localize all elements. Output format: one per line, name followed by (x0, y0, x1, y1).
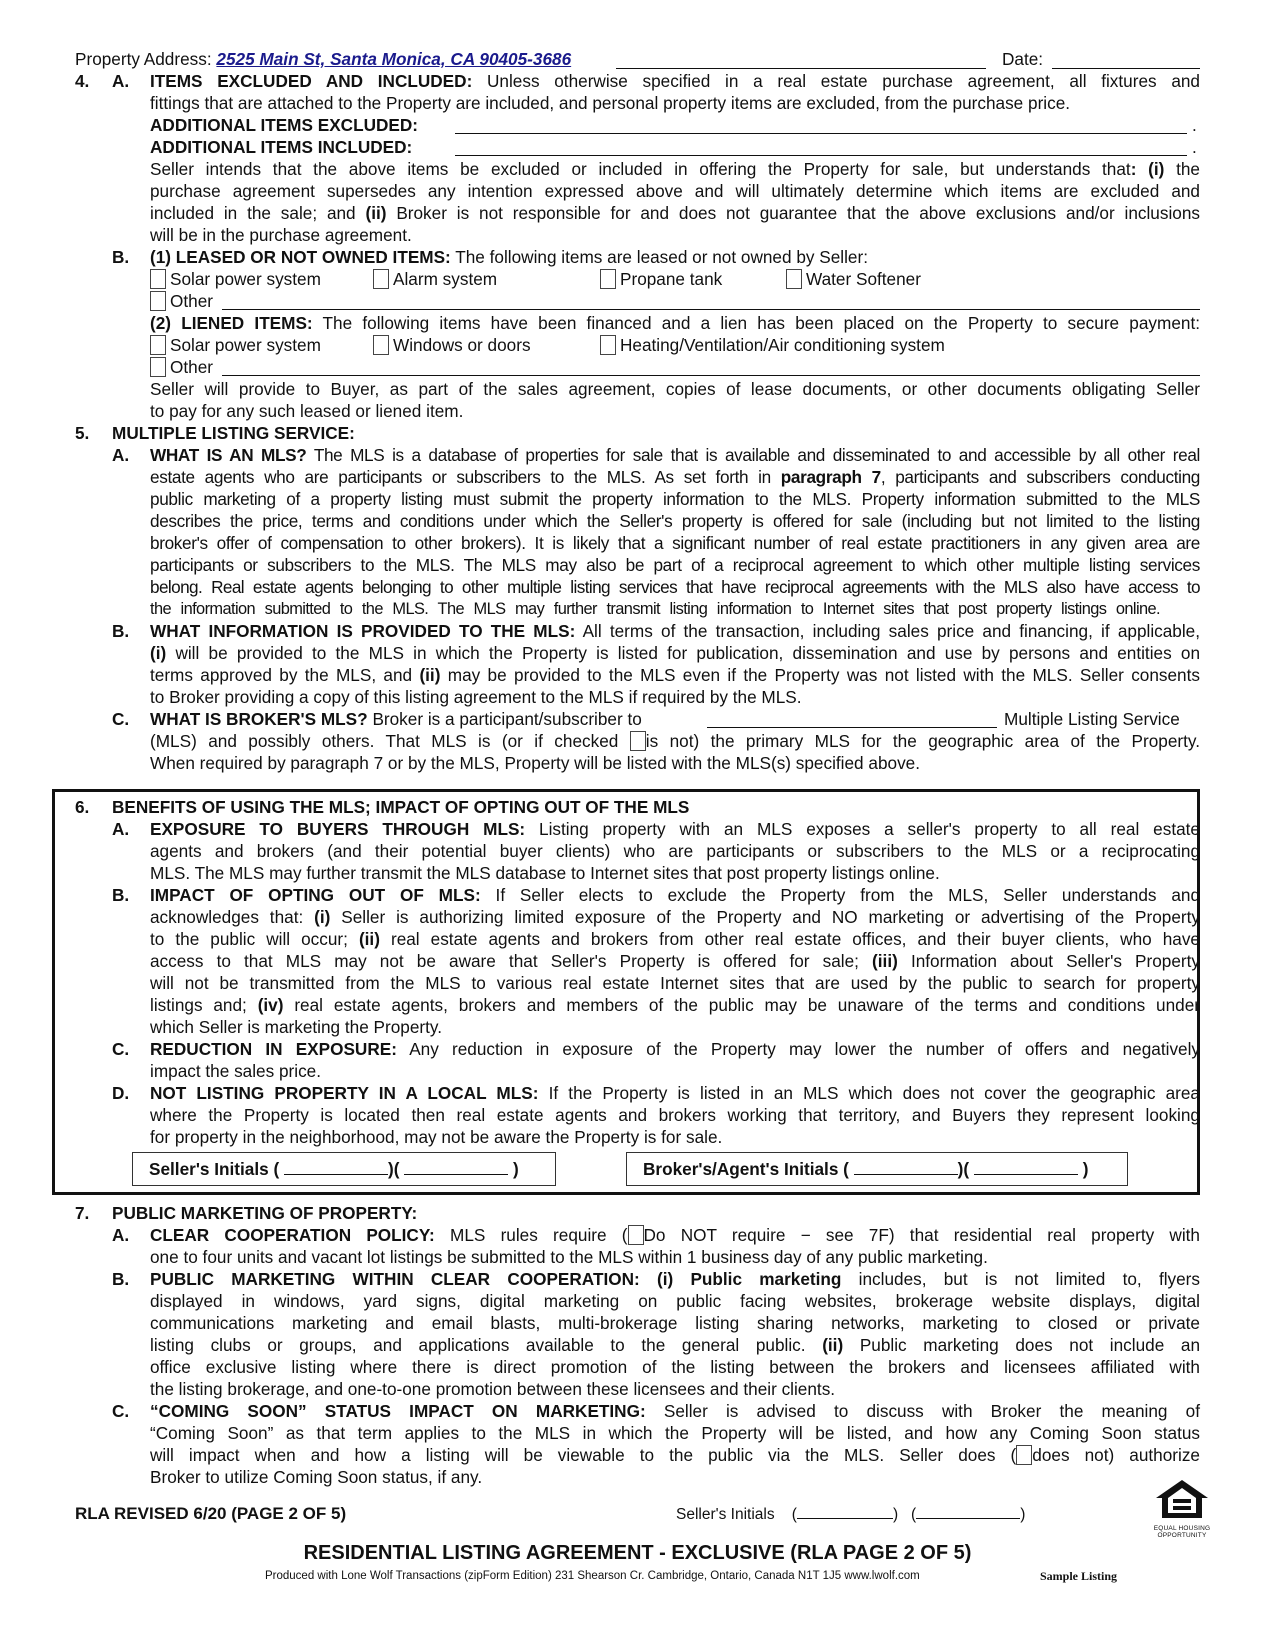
leased-propane-checkbox[interactable] (600, 269, 616, 289)
text: All terms of the transaction, including sales price and financing, if applicable, (582, 621, 1200, 641)
section-4a-text: Unless otherwise specified in a real estate purchase agreement, all fixtures and (487, 71, 1200, 91)
excluded-period: . (1192, 115, 1197, 135)
label: Propane tank (620, 269, 723, 289)
roman-ii: (ii) (358, 929, 380, 949)
section-5-title: MULTIPLE LISTING SERVICE: (112, 423, 355, 443)
section-6b-l2 (150, 906, 1200, 928)
text: If Seller elects to exclude the Property from the MLS, Seller understands and (495, 885, 1200, 905)
property-address-underline (616, 68, 986, 69)
excluded-label: ADDITIONAL ITEMS EXCLUDED: (150, 115, 419, 135)
text: the (1176, 159, 1200, 179)
roman-i: (i) (150, 643, 167, 663)
section-7a-letter: A. (112, 1225, 130, 1245)
section-6c-letter: C. (112, 1039, 130, 1059)
leased-title: (1) LEASED OR NOT OWNED ITEMS: (150, 247, 451, 267)
section-5b-l2 (150, 642, 1200, 664)
equal-housing-icon (1154, 1478, 1210, 1520)
section-7c-letter: C. (112, 1401, 130, 1421)
section-6a-letter: A. (112, 819, 130, 839)
footer-seller-initials: Seller's Initials ( ) ( ) (676, 1506, 1026, 1523)
text: listing clubs or groups, and applications available to the general public. (150, 1335, 806, 1355)
property-address-row (75, 48, 571, 70)
section-6d-title: NOT LISTING PROPERTY IN A LOCAL MLS: (150, 1083, 539, 1103)
section-4a-letter: A. (112, 71, 130, 91)
broker-initials-label: Broker's/Agent's Initials ( (643, 1159, 849, 1179)
broker-initials-field-1[interactable] (854, 1174, 958, 1175)
liened-text: The following items have been financed and a lien has been placed on the Property to secure payment: (322, 313, 1200, 333)
text: real estate agents, brokers and members of the public may be unaware of the terms and conditions under (294, 995, 1200, 1015)
section-5a-l5: broker's offer of compensation to other brokers). It is likely that a significant number of real estate practitioners in any given area are (150, 533, 1200, 553)
text: Seller is authorizing limited exposure of the Property and NO marketing or advertising of the Property (341, 907, 1200, 927)
leased-item-3[interactable] (786, 268, 921, 290)
paren: ) (1082, 1159, 1089, 1179)
leased-other-field[interactable] (222, 309, 1200, 310)
leased-item-1[interactable] (373, 268, 497, 290)
broker-initials-box (626, 1152, 1128, 1186)
section-7b-l3: communications marketing and email blasts, multi-brokerage listing sharing networks, marketing to closed or private (150, 1313, 1200, 1333)
section-5b-title: WHAT INFORMATION IS PROVIDED TO THE MLS: (150, 621, 576, 641)
section-6b-l1 (150, 884, 1200, 906)
roman-ii: (ii) (365, 203, 387, 223)
section-5b-l4: to Broker providing a copy of this listing agreement to the MLS if required by the MLS. (150, 687, 802, 707)
text: may be provided to the MLS even if the Property was not listed with the MLS. Seller consents (447, 665, 1200, 685)
section-6d-l1 (150, 1082, 1200, 1104)
liened-item-1[interactable] (373, 334, 531, 356)
section-7-number: 7. (75, 1203, 90, 1223)
section-4a-line2: fittings that are attached to the Property are included, and personal property items are excluded, from the purchase price. (150, 93, 1071, 113)
included-period: . (1192, 137, 1197, 157)
liened-other[interactable] (150, 356, 213, 378)
leased-solar-checkbox[interactable] (150, 269, 166, 289)
footer-seller-initials-label: Seller's Initials (676, 1506, 775, 1523)
section-5c-l3: When required by paragraph 7 or by the MLS, Property will be listed with the MLS(s) specified above. (150, 753, 920, 773)
section-4a-para-l2: purchase agreement supersedes any intention expressed above and will ultimately determine which items are excluded and (150, 181, 1200, 201)
liened-item-2[interactable] (600, 334, 945, 356)
seller-initials-box (132, 1152, 556, 1186)
section-6b-l7: which Seller is marketing the Property. (150, 1017, 442, 1037)
label: Other (170, 357, 213, 377)
section-7c-l2: “Coming Soon” as that term applies to the MLS in which the Property will be listed, and how any Coming Soon status (150, 1423, 1200, 1443)
section-7c-l4: Broker to utilize Coming Soon status, if any. (150, 1467, 483, 1487)
seller-initials-label: Seller's Initials ( (149, 1159, 280, 1179)
section-7a-l1 (150, 1224, 1200, 1246)
text: will be provided to the MLS in which the Property is listed for publication, dissemination and use by persons and entities on (175, 643, 1200, 663)
text: Do NOT require − see 7F) that residential real property with (643, 1225, 1200, 1245)
section-5a-l8: the information submitted to the MLS. The MLS may further transmit listing information to Internet sites that post property listings online. (150, 600, 1160, 618)
text: will impact when and how a listing will be viewable to the public via the MLS. Seller does ( (150, 1445, 1017, 1465)
section-5a-l4: describes the price, terms and conditions under which the Seller's property is offered for sale (including but not limited to the listing (150, 511, 1200, 531)
section-6b-l3 (150, 928, 1200, 950)
section-4a-para-l3 (150, 202, 1200, 224)
text: does not) authorize (1032, 1445, 1200, 1465)
date-field[interactable] (1052, 68, 1200, 69)
leased-text: The following items are leased or not owned by Seller: (455, 247, 868, 267)
text: The MLS is a database of properties for sale that is available and disseminated to and accessible by all other real (313, 445, 1200, 465)
section-5c-mls-label: Multiple Listing Service (1004, 709, 1180, 729)
leased-alarm-checkbox[interactable] (373, 269, 389, 289)
eho-line2: OPPORTUNITY (1157, 1532, 1207, 1539)
label: Water Softener (806, 269, 921, 289)
leased-other-checkbox[interactable] (150, 291, 166, 311)
text: Seller intends that the above items be excluded or included in offering the Property for sale, but understands that (150, 159, 1131, 179)
section-6-number: 6. (75, 797, 90, 817)
leased-water-softener-checkbox[interactable] (786, 269, 802, 289)
leased-heading (150, 246, 868, 268)
section-6d-letter: D. (112, 1083, 130, 1103)
included-field[interactable] (455, 155, 1187, 156)
footer-seller-initials-field-2[interactable] (916, 1518, 1020, 1519)
liened-other-field[interactable] (222, 375, 1200, 376)
section-7a-title: CLEAR COOPERATION POLICY: (150, 1225, 435, 1245)
eho-line1: EQUAL HOUSING (1153, 1525, 1211, 1532)
equal-housing-logo (1152, 1478, 1212, 1539)
section-4b-letter: B. (112, 247, 130, 267)
label: Solar power system (170, 335, 321, 355)
section-6a-title: EXPOSURE TO BUYERS THROUGH MLS: (150, 819, 526, 839)
text: Broker is not responsible for and does not guarantee that the above exclusions and/or inclusions (396, 203, 1200, 223)
paren: )( (387, 1159, 400, 1179)
section-5-number: 5. (75, 423, 90, 443)
section-5a-l6: participants or subscribers to the MLS. The MLS may also be part of a reciprocal agreement to which other multiple listing services (150, 555, 1200, 575)
seller-initials-field-1[interactable] (284, 1174, 388, 1175)
property-address-value[interactable]: 2525 Main St, Santa Monica, CA 90405-3686 (216, 49, 572, 69)
excluded-field[interactable] (455, 133, 1187, 134)
property-address-label: Property Address: (75, 49, 212, 69)
date-label: Date: (1002, 49, 1044, 69)
section-5b-l1 (150, 620, 1200, 642)
label: Windows or doors (393, 335, 531, 355)
section-5a-l3: public marketing of a property listing must submit the property information to the MLS. Property information submitted to the MLS (150, 489, 1200, 509)
section-5c-title: WHAT IS BROKER'S MLS? (150, 709, 368, 729)
roman-ii: (ii) (419, 665, 441, 685)
text: is not) the primary MLS for the geographic area of the Property. (645, 731, 1200, 751)
label: Solar power system (170, 269, 321, 289)
section-6b-l5: will not be transmitted from the MLS to various real estate Internet sites that are used by the public to search for property (150, 973, 1200, 993)
liened-item-0[interactable] (150, 334, 321, 356)
text: Broker is a participant/subscriber to (372, 709, 642, 729)
section-6b-title: IMPACT OF OPTING OUT OF MLS: (150, 885, 481, 905)
section-6d-l3: for property in the neighborhood, may not be aware the Property is for sale. (150, 1127, 723, 1147)
liened-other-checkbox[interactable] (150, 357, 166, 377)
form-revision: RLA REVISED 6/20 (PAGE 2 OF 5) (75, 1504, 347, 1523)
section-4a-title: ITEMS EXCLUDED AND INCLUDED: (150, 71, 473, 91)
section-6b-l4 (150, 950, 1200, 972)
roman-iii: (iii) (872, 951, 898, 971)
section-5a-l1 (150, 444, 1200, 466)
section-7b-l6: the listing brokerage, and one-to-one promotion between these licensees and their clients. (150, 1379, 836, 1399)
primary-mls-checkbox[interactable] (630, 731, 646, 751)
roman-i: (i) (314, 907, 331, 927)
public-marketing-term: (i) Public marketing (656, 1269, 842, 1289)
paren: )( (957, 1159, 970, 1179)
text: estate agents who are participants or subscribers to the MLS. As set forth in (150, 467, 771, 487)
section-4a-line1 (150, 70, 1200, 92)
text: Information about Seller's Property (910, 951, 1200, 971)
text: real estate agents and brokers from other real estate offices, and their buyer clients, who have (390, 929, 1200, 949)
section-5b-letter: B. (112, 621, 130, 641)
section-4a-para-l1 (150, 158, 1200, 180)
text: included in the sale; and (150, 203, 356, 223)
text: (MLS) and possibly others. That MLS is (or if checked (150, 731, 619, 751)
section-4b-para-l1: Seller will provide to Buyer, as part of the sales agreement, copies of lease documents, or other documents obligating Seller (150, 379, 1200, 399)
section-4a-para-l4: will be in the purchase agreement. (150, 225, 412, 245)
section-4b-para-l2: to pay for any such leased or liened item. (150, 401, 464, 421)
text: terms approved by the MLS, and (150, 665, 413, 685)
produced-by: Produced with Lone Wolf Transactions (zipForm Edition) 231 Shearson Cr. Cambridge, Ontario, Canada N1T 1J5 www.lwolf.com (265, 1570, 920, 1582)
roman-iv: (iv) (257, 995, 284, 1015)
section-6c-l1 (150, 1038, 1200, 1060)
section-5c-l2 (150, 730, 1200, 752)
section-5c-letter: C. (112, 709, 130, 729)
paren: ) (512, 1159, 519, 1179)
included-label: ADDITIONAL ITEMS INCLUDED: (150, 137, 413, 157)
section-5a-letter: A. (112, 445, 130, 465)
section-6b-l6 (150, 994, 1200, 1016)
section-6d-l2: where the Property is located then real estate agents and brokers working that territory, and Buyers they represent looking (150, 1105, 1200, 1125)
text: includes, but is not limited to, flyers (858, 1269, 1201, 1289)
liened-windows-checkbox[interactable] (373, 335, 389, 355)
form-title: RESIDENTIAL LISTING AGREEMENT - EXCLUSIVE (RLA PAGE 2 OF 5) (303, 1542, 972, 1564)
section-5a-l7: belong. Real estate agents belonging to other multiple listing services that have reciprocal agreements with the MLS also have access to (150, 577, 1200, 597)
section-5c-l1 (150, 708, 642, 730)
leased-item-0[interactable] (150, 268, 321, 290)
section-7b-l2: displayed in windows, yard signs, digital marketing on public facing websites, brokerage website displays, digital (150, 1291, 1200, 1311)
section-5a-title: WHAT IS AN MLS? (150, 445, 307, 465)
text: Any reduction in exposure of the Property may lower the number of offers and negatively (409, 1039, 1201, 1059)
section-7c-title: “COMING SOON” STATUS IMPACT ON MARKETING: (150, 1401, 646, 1421)
section-6c-l2: impact the sales price. (150, 1061, 321, 1081)
section-5a-l2 (150, 466, 1200, 488)
coming-soon-checkbox[interactable] (1016, 1445, 1032, 1465)
text: Seller is advised to discuss with Broker the meaning of (663, 1401, 1200, 1421)
label: Alarm system (393, 269, 498, 289)
section-7b-letter: B. (112, 1269, 130, 1289)
text: If the Property is listed in an MLS which does not cover the geographic area (548, 1083, 1200, 1103)
section-6a-l1 (150, 818, 1200, 840)
liened-heading (150, 312, 1200, 334)
liened-title: (2) LIENED ITEMS: (150, 313, 313, 333)
text: , participants and subscribers conducting (880, 467, 1201, 487)
text: acknowledges that: (150, 907, 304, 927)
paragraph-ref: paragraph 7 (780, 467, 881, 487)
section-6a-l2: agents and brokers (and their potential buyer clients) who are participants or subscribers to the MLS or a reciprocating (150, 841, 1200, 861)
broker-initials-field-2[interactable] (974, 1174, 1078, 1175)
text: Listing property with an MLS exposes a seller's property to all real estate (539, 819, 1200, 839)
section-7b-l5: office exclusive listing where there is direct promotion of the listing between the brokers and licensees affiliated with (150, 1357, 1200, 1377)
text: MLS rules require ( (450, 1225, 628, 1245)
section-7b-l1 (150, 1268, 1200, 1290)
seller-initials-field-2[interactable] (404, 1174, 508, 1175)
section-7b-l4 (150, 1334, 1200, 1356)
section-7-title: PUBLIC MARKETING OF PROPERTY: (112, 1203, 418, 1223)
section-6a-l3: MLS. The MLS may further transmit the MLS database to Internet sites that post property listings online. (150, 863, 940, 883)
section-7c-l3 (150, 1444, 1200, 1466)
roman-i: : (i) (1130, 159, 1165, 179)
broker-mls-name-field[interactable] (707, 727, 997, 728)
section-6c-title: REDUCTION IN EXPOSURE: (150, 1039, 397, 1059)
label: Other (170, 291, 213, 311)
roman-ii: (ii) (822, 1335, 844, 1355)
section-4-number: 4. (75, 71, 90, 91)
liened-hvac-checkbox[interactable] (600, 335, 616, 355)
liened-solar-checkbox[interactable] (150, 335, 166, 355)
section-5b-l3 (150, 664, 1200, 686)
footer-seller-initials-field-1[interactable] (797, 1518, 893, 1519)
leased-other[interactable] (150, 290, 213, 312)
section-7b-title: PUBLIC MARKETING WITHIN CLEAR COOPERATION: (150, 1269, 640, 1289)
leased-item-2[interactable] (600, 268, 722, 290)
text: Public marketing does not include an (859, 1335, 1201, 1355)
section-7c-l1 (150, 1400, 1200, 1422)
sample-listing-label: Sample Listing (1040, 1569, 1118, 1583)
text: to the public will occur; (150, 929, 348, 949)
label: Heating/Ventilation/Air conditioning system (620, 335, 945, 355)
text: access to that MLS may not be aware that Seller's Property is offered for sale; (150, 951, 859, 971)
section-6-title: BENEFITS OF USING THE MLS; IMPACT OF OPTING OUT OF THE MLS (112, 797, 690, 817)
section-6b-letter: B. (112, 885, 130, 905)
do-not-require-checkbox[interactable] (628, 1225, 644, 1245)
section-7a-l2: one to four units and vacant lot listings be submitted to the MLS within 1 business day of any public marketing. (150, 1247, 988, 1267)
text: listings and; (150, 995, 247, 1015)
